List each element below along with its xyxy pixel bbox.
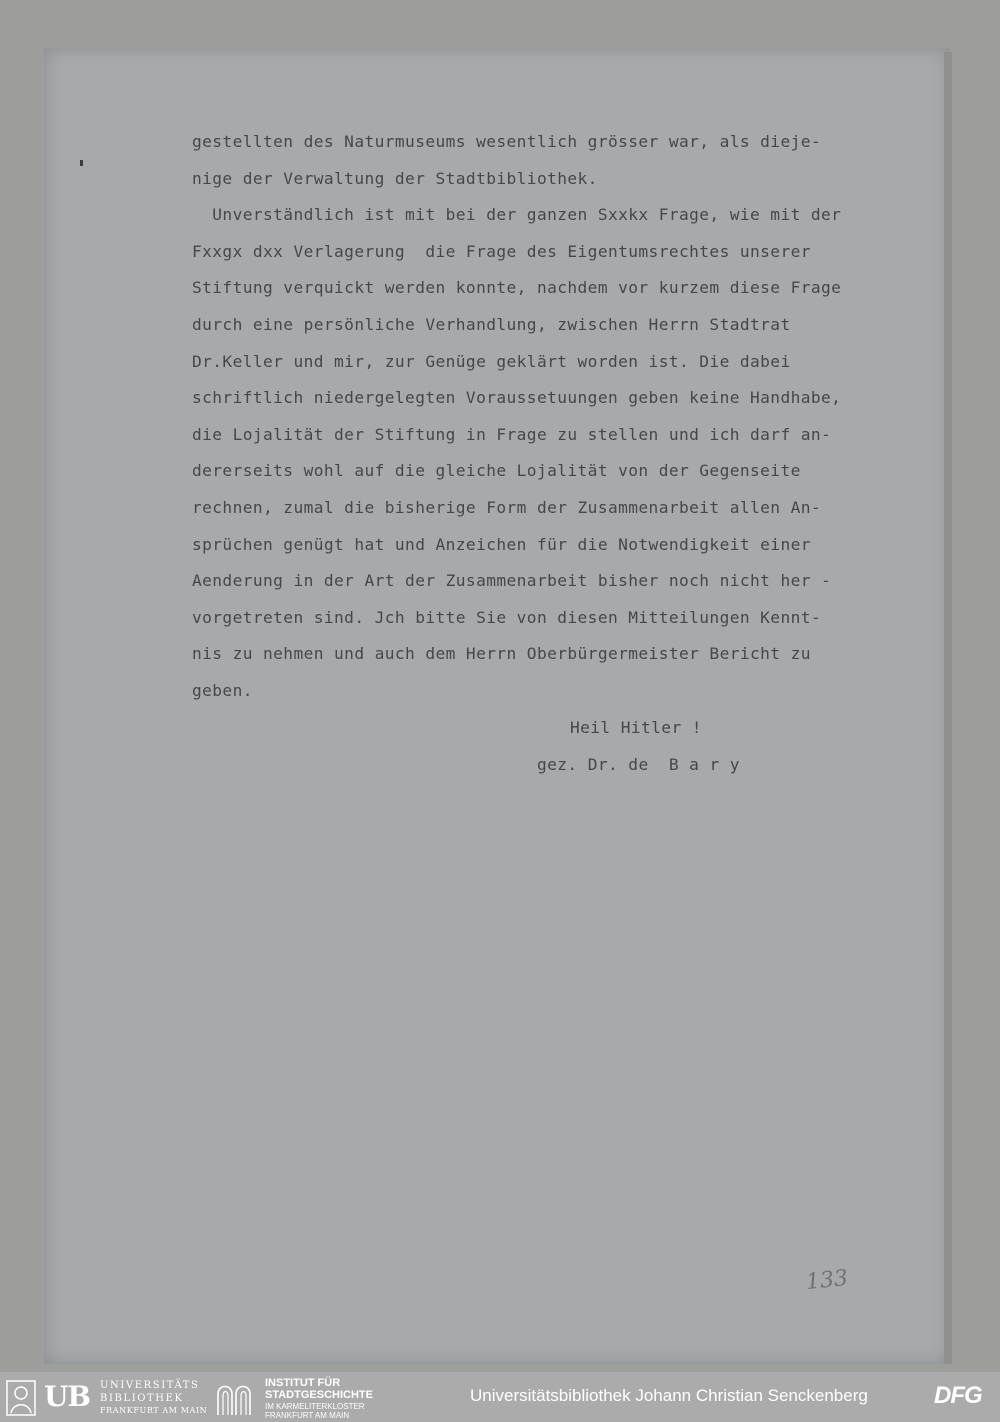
typed-line: Dr.Keller und mir, zur Genüge geklärt worden ist. Die dabei	[192, 351, 791, 371]
typed-line: geben.	[192, 681, 253, 700]
typed-line: durch eine persönliche Verhandlung, zwischen Herrn Stadtrat	[192, 315, 791, 334]
typed-line: Unverständlich ist mit bei der ganzen Sxxkx Frage, wie mit der	[192, 205, 842, 225]
isg-line-4: FRANKFURT AM MAIN	[265, 1411, 350, 1420]
page-edge	[944, 52, 952, 1364]
signature-line: gez. Dr. de B a r y	[537, 755, 740, 774]
typed-line: die Lojalität der Stiftung in Frage zu stellen und ich darf an-	[192, 424, 832, 444]
typed-line: sprüchen genügt hat und Anzeichen für die Notwendigkeit einer	[192, 534, 811, 554]
isg-line-3: IM KARMELITERKLOSTER	[265, 1402, 365, 1411]
isg-line-2: STADTGESCHICHTE	[265, 1389, 373, 1401]
isg-arches-icon	[214, 1380, 254, 1416]
typed-line: nige der Verwaltung der Stadtbibliothek.	[192, 168, 598, 188]
typed-line: gestellten des Naturmuseums wesentlich grösser war, als dieje-	[192, 132, 822, 151]
isg-line-1: INSTITUT FÜR	[265, 1377, 341, 1389]
ub-logo-letters: UB	[44, 1380, 91, 1413]
margin-mark	[80, 160, 83, 166]
ub-portrait-icon	[6, 1380, 36, 1416]
pencil-page-number: 133	[804, 1265, 850, 1296]
typed-line: schriftlich niedergelegten Voraussetuungen geben keine Handhabe,	[192, 388, 842, 408]
typed-line: dererseits wohl auf die gleiche Lojalität von der Gegenseite	[192, 461, 801, 481]
dfg-logo: DFG	[934, 1382, 982, 1409]
typed-line: nis zu nehmen und auch dem Herrn Oberbürgermeister Bericht zu	[192, 644, 811, 664]
ub-line-2: BIBLIOTHEK	[100, 1393, 184, 1404]
ub-line-1: UNIVERSITÄTS	[100, 1380, 200, 1391]
library-title: Universitätsbibliothek Johann Christian Senckenberg	[470, 1386, 868, 1405]
footer-bar	[0, 1372, 1000, 1422]
typed-line: Stiftung verquickt werden konnte, nachdem vor kurzem diese Frage	[192, 278, 842, 298]
typed-line: vorgetreten sind. Jch bitte Sie von diesen Mitteilungen Kennt-	[192, 607, 822, 627]
typed-line: Fxxgx dxx Verlagerung die Frage des Eigentumsrechtes unserer	[192, 241, 811, 261]
typed-line: rechnen, zumal die bisherige Form der Zusammenarbeit allen An-	[192, 498, 822, 517]
ub-line-3: FRANKFURT AM MAIN	[100, 1406, 208, 1415]
closing-line: Heil Hitler !	[570, 718, 702, 737]
typed-line: Aenderung in der Art der Zusammenarbeit bisher noch nicht her -	[192, 571, 832, 591]
